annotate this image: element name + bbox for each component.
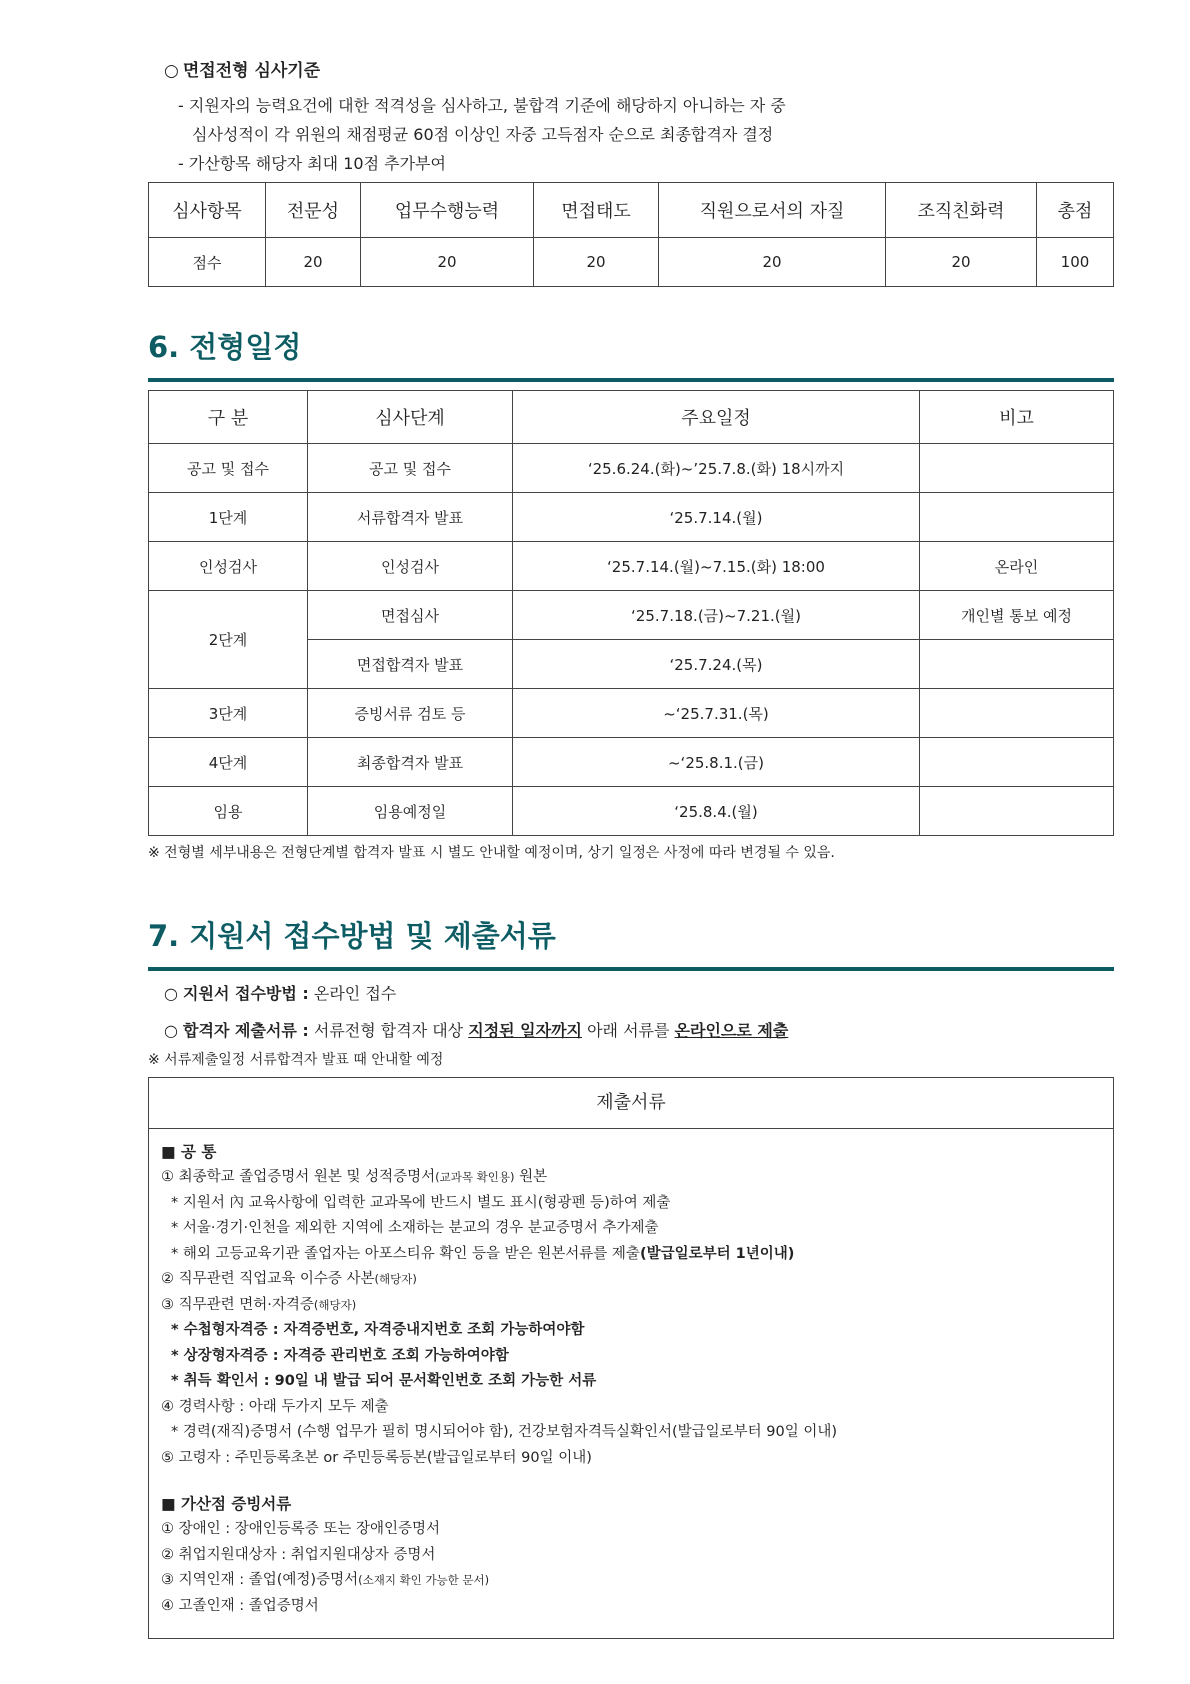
- application-docs-label: 합격자 제출서류 :: [183, 1021, 309, 1040]
- document-page: [148, 52, 1114, 1639]
- schedule-step: 면접심사: [308, 591, 513, 640]
- schedule-table: [148, 390, 1114, 836]
- doc-subnote: * 지원서 內 교육사항에 입력한 교과목에 반드시 별도 표시(형광펜 등)하여 제출: [171, 1194, 671, 1211]
- doc-item-text: ③ 지역인재 : 졸업(예정)증명서: [161, 1572, 359, 1588]
- schedule-note: [920, 787, 1114, 836]
- criteria-cell: 20: [659, 238, 886, 287]
- schedule-date: ‘25.6.24.(화)~’25.7.8.(화) 18시까지: [513, 444, 920, 493]
- schedule-row: [149, 591, 1114, 640]
- application-docs-text: 아래 서류를: [582, 1021, 675, 1040]
- schedule-note: [920, 640, 1114, 689]
- doc-item-note: (해당자): [374, 1272, 417, 1286]
- schedule-step: 서류합격자 발표: [308, 493, 513, 542]
- schedule-step: 인성검사: [308, 542, 513, 591]
- circle-bullet-icon: ○: [164, 984, 184, 1003]
- criteria-header-cell: 업무수행능력: [361, 183, 534, 238]
- schedule-row: [149, 738, 1114, 787]
- schedule-header-cell: 심사단계: [308, 391, 513, 444]
- application-method-line: [164, 981, 1114, 1004]
- circle-bullet-icon: ○: [164, 61, 179, 81]
- criteria-cell: 20: [886, 238, 1037, 287]
- criteria-cell: 20: [534, 238, 659, 287]
- schedule-date: ‘25.7.18.(금)~7.21.(월): [513, 591, 920, 640]
- doc-subnote: * 수첩형자격증 : 자격증번호, 자격증내지번호 조회 가능하여야함: [171, 1322, 585, 1338]
- doc-item: ① 장애인 : 장애인등록증 또는 장애인증명서: [161, 1521, 441, 1537]
- schedule-row: [149, 542, 1114, 591]
- schedule-date: ‘25.7.14.(월): [513, 493, 920, 542]
- criteria-cell: 점수: [149, 238, 266, 287]
- doc-item-text: ① 최종학교 졸업증명서 원본 및 성적증명서: [161, 1169, 436, 1185]
- schedule-header-row: [149, 391, 1114, 444]
- doc-subnote: * 취득 확인서 : 90일 내 발급 되어 문서확인번호 조회 가능한 서류: [171, 1373, 597, 1389]
- criteria-line-2: 심사성적이 각 위원의 채점평균 60점 이상인 자중 고득점자 순으로 최종합격자 결정: [192, 125, 774, 144]
- schedule-stage: 3단계: [149, 689, 308, 738]
- criteria-heading-text: 면접전형 심사기준: [182, 61, 321, 81]
- schedule-date: ‘25.7.14.(월)~7.15.(화) 18:00: [513, 542, 920, 591]
- common-docs-heading: ■ 공 통: [161, 1143, 217, 1161]
- criteria-line-3: - 가산항목 해당자 최대 10점 추가부여: [178, 154, 446, 173]
- doc-subnote: [161, 1242, 1113, 1268]
- schedule-note: [920, 689, 1114, 738]
- doc-item: ④ 경력사항 : 아래 두가지 모두 제출: [161, 1398, 389, 1415]
- schedule-note: [920, 738, 1114, 787]
- doc-item: ② 취업지원대상자 : 취업지원대상자 증명서: [161, 1546, 436, 1563]
- criteria-header-cell: 총점: [1037, 183, 1114, 238]
- criteria-header-cell: 조직친화력: [886, 183, 1037, 238]
- doc-item-note: (교과목 확인용): [435, 1170, 515, 1184]
- documents-list: [149, 1129, 1113, 1619]
- schedule-step: 최종합격자 발표: [308, 738, 513, 787]
- schedule-note: 개인별 통보 예정: [920, 591, 1114, 640]
- application-note: ※ 서류제출일정 서류합격자 발표 때 안내할 예정: [148, 1052, 444, 1068]
- criteria-cell: 20: [266, 238, 361, 287]
- doc-item-note: (해당자): [313, 1297, 357, 1312]
- application-method-label: 지원서 접수방법 :: [183, 984, 309, 1003]
- doc-item: [161, 1293, 1113, 1319]
- schedule-row: [149, 444, 1114, 493]
- schedule-date: ~‘25.7.31.(목): [513, 689, 920, 738]
- schedule-row: [149, 787, 1114, 836]
- schedule-step: 증빙서류 검토 등: [308, 689, 513, 738]
- doc-item: ⑤ 고령자 : 주민등록초본 or 주민등록등본(발급일로부터 90일 이내): [161, 1449, 592, 1466]
- schedule-stage: 1단계: [149, 493, 308, 542]
- doc-subnote-emphasis: (발급일로부터 1년이내): [639, 1245, 795, 1262]
- schedule-stage: 4단계: [149, 738, 308, 787]
- criteria-header-cell: 심사항목: [149, 183, 266, 238]
- schedule-step: 임용예정일: [308, 787, 513, 836]
- schedule-note: [920, 444, 1114, 493]
- criteria-cell: 20: [361, 238, 534, 287]
- schedule-note: [920, 493, 1114, 542]
- documents-box-title: 제출서류: [149, 1078, 1113, 1129]
- criteria-header-cell: 면접태도: [534, 183, 659, 238]
- circle-bullet-icon: ○: [164, 1021, 184, 1040]
- schedule-header-cell: 구 분: [149, 391, 308, 444]
- doc-item-note: (소재지 확인 가능한 문서): [358, 1573, 490, 1587]
- doc-subnote-text: * 해외 고등교육기관 졸업자는 아포스티유 확인 등을 받은 원본서류를 제출: [171, 1245, 640, 1262]
- criteria-table: [148, 182, 1114, 287]
- schedule-row: [149, 689, 1114, 738]
- doc-subnote: * 경력(재직)증명서 (수행 업무가 필히 명시되어야 함), 건강보험자격득실확인서(발급일로부터 90일 이내): [171, 1424, 838, 1440]
- schedule-footnote: ※ 전형별 세부내용은 전형단계별 합격자 발표 시 별도 안내할 예정이며, 상기 일정은 사정에 따라 변경될 수 있음.: [148, 845, 835, 861]
- criteria-line-1: - 지원자의 능력요건에 대한 적격성을 심사하고, 불합격 기준에 해당하지 아니하는 자 중: [178, 96, 786, 115]
- documents-box: [148, 1077, 1114, 1639]
- criteria-header-cell: 직원으로서의 자질: [659, 183, 886, 238]
- schedule-stage: 2단계: [149, 591, 308, 689]
- criteria-header-cell: 전문성: [266, 183, 361, 238]
- application-docs-line: [164, 1018, 1114, 1041]
- doc-item-text: 원본: [514, 1169, 548, 1185]
- application-section-title: 7. 지원서 접수방법 및 제출서류: [148, 914, 1114, 971]
- criteria-score-row: [149, 238, 1114, 287]
- doc-item: [161, 1165, 1113, 1191]
- schedule-stage: 인성검사: [149, 542, 308, 591]
- schedule-section-title: 6. 전형일정: [148, 325, 1114, 382]
- schedule-date: ~‘25.8.1.(금): [513, 738, 920, 787]
- schedule-header-cell: 비고: [920, 391, 1114, 444]
- schedule-note: 온라인: [920, 542, 1114, 591]
- doc-subnote: * 서울·경기·인천을 제외한 지역에 소재하는 분교의 경우 분교증명서 추가제출: [171, 1220, 659, 1236]
- schedule-date: ‘25.7.24.(목): [513, 640, 920, 689]
- criteria-heading: [164, 56, 1114, 81]
- schedule-row: [149, 493, 1114, 542]
- doc-subnote: * 상장형자격증 : 자격증 관리번호 조회 가능하여야함: [171, 1347, 509, 1364]
- criteria-header-row: [149, 183, 1114, 238]
- doc-item: [161, 1267, 1113, 1293]
- doc-item-text: ② 직무관련 직업교육 이수증 사본: [161, 1271, 375, 1287]
- schedule-stage: 임용: [149, 787, 308, 836]
- bonus-docs-heading: ■ 가산점 증빙서류: [161, 1495, 292, 1513]
- criteria-cell: 100: [1037, 238, 1114, 287]
- schedule-step: 면접합격자 발표: [308, 640, 513, 689]
- doc-item: ④ 고졸인재 : 졸업증명서: [161, 1597, 319, 1614]
- doc-item-text: ③ 직무관련 면허·자격증: [161, 1296, 314, 1313]
- schedule-header-cell: 주요일정: [513, 391, 920, 444]
- schedule-date: ‘25.8.4.(월): [513, 787, 920, 836]
- doc-item: [161, 1568, 1113, 1594]
- application-method-value: 온라인 접수: [308, 984, 397, 1003]
- application-docs-online: 온라인으로 제출: [674, 1021, 789, 1040]
- schedule-stage: 공고 및 접수: [149, 444, 308, 493]
- application-docs-text: 서류전형 합격자 대상: [308, 1021, 469, 1040]
- application-docs-deadline: 지정된 일자까지: [468, 1021, 582, 1040]
- schedule-step: 공고 및 접수: [308, 444, 513, 493]
